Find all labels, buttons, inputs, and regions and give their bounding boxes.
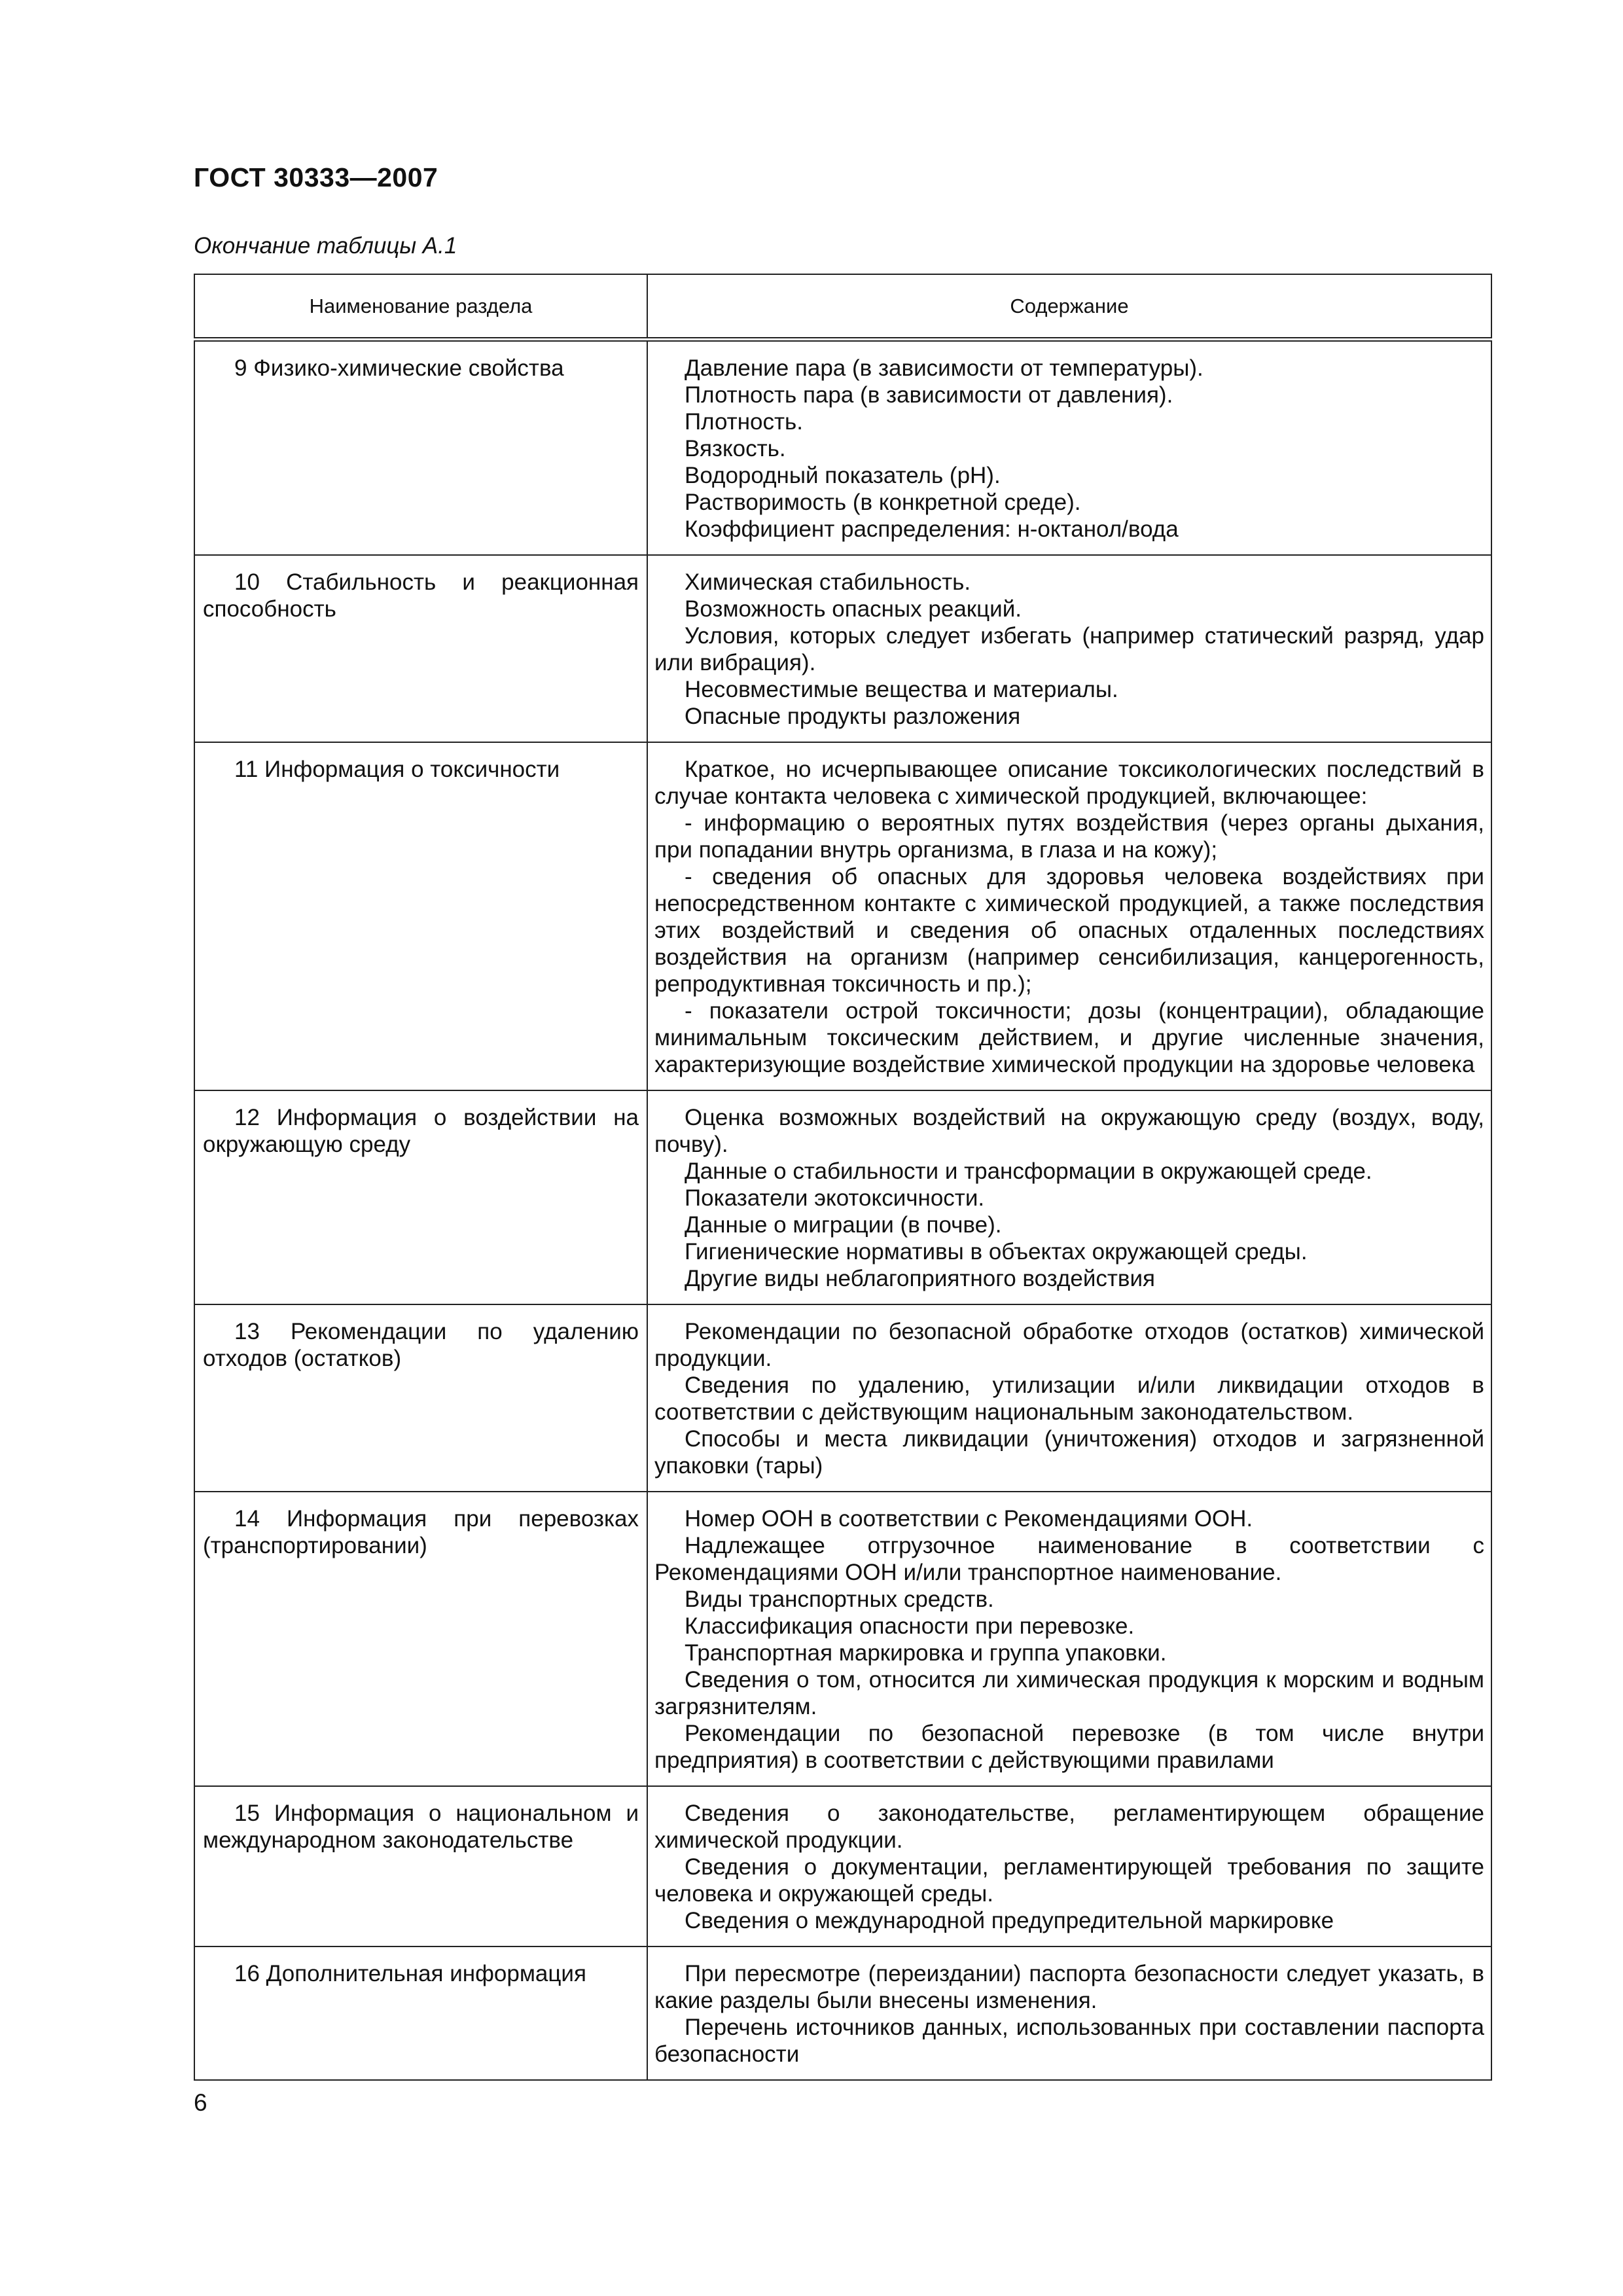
content-paragraph: Несовместимые вещества и материалы. [685,677,1118,702]
content-paragraph: Коэффициент распределения: н-октанол/вода [685,516,1179,542]
content-paragraph: Рекомендации по безопасной обработке отходов (остатков) химической продукции. [654,1319,1484,1371]
header-content: Содержание [647,274,1491,340]
section-name-cell [194,742,647,1090]
section-name: 13 Рекомендации по удалению отходов (остатков) [203,1319,639,1371]
section-content-cell [647,1946,1491,2080]
section-name-cell [194,340,647,556]
section-name-cell [194,1090,647,1304]
content-paragraph: Давление пара (в зависимости от температуры). [685,355,1204,381]
section-name: 15 Информация о национальном и международном законодательстве [203,1801,639,1853]
table-caption: Окончание таблицы А.1 [194,233,457,259]
content-paragraph: Рекомендации по безопасной перевозке (в том числе внутри предприятия) в соответствии с действующими правилами [654,1721,1484,1773]
content-paragraph: - информацию о вероятных путях воздействия (через органы дыхания, при попадании внутрь организма, в глаза и на кожу); [654,810,1484,863]
section-name-cell [194,555,647,742]
content-paragraph: Транспортная маркировка и группа упаковки. [685,1640,1167,1666]
table-row [194,555,1491,742]
content-paragraph: Данные о стабильности и трансформации в окружающей среде. [685,1158,1372,1184]
content-paragraph: - сведения об опасных для здоровья человека воздействиях при непосредственном контакте с химической продукцией, а также последствия этих воздействий и сведения об опасных отдаленных последствиях воздействия на организм (например сенсибилизация, канцерогенность, репродуктивная токсичность и пр.); [654,864,1484,997]
table-row [194,1946,1491,2080]
content-paragraph: Гигиенические нормативы в объектах окружающей среды. [685,1239,1308,1265]
section-name: 9 Физико-химические свойства [234,355,564,381]
section-name-cell [194,1786,647,1946]
content-paragraph: Виды транспортных средств. [685,1587,994,1612]
sds-sections-table [194,274,1492,2081]
content-paragraph: Способы и места ликвидации (уничтожения) отходов и загрязненной упаковки (тары) [654,1426,1484,1479]
section-content-cell [647,1304,1491,1492]
content-paragraph: Сведения о документации, регламентирующей требования по защите человека и окружающей среды. [654,1854,1484,1907]
section-name-cell [194,1946,647,2080]
document-code: ГОСТ 30333—2007 [194,162,438,192]
section-content-cell [647,1786,1491,1946]
content-paragraph: Надлежащее отгрузочное наименование в соответствии с Рекомендациями ООН и/или транспортное наименование. [654,1533,1484,1585]
section-name: 11 Информация о токсичности [234,757,560,782]
table-row [194,742,1491,1090]
content-paragraph: - показатели острой токсичности; дозы (концентрации), обладающие минимальным токсическим действием, и другие численные значения, характеризующие воздействие химической продукции на здоровье человека [654,998,1484,1077]
content-paragraph: Растворимость (в конкретной среде). [685,490,1081,515]
content-paragraph: Сведения о том, относится ли химическая продукция к морским и водным загрязнителям. [654,1667,1484,1719]
table-header-row [194,274,1491,340]
section-content-cell [647,555,1491,742]
section-name: 14 Информация при перевозках (транспортировании) [203,1506,639,1558]
section-content-cell [647,340,1491,556]
section-content-cell [647,742,1491,1090]
content-paragraph: Классификация опасности при перевозке. [685,1613,1135,1639]
content-paragraph: Краткое, но исчерпывающее описание токсикологических последствий в случае контакта человека с химической продукцией, включающее: [654,757,1484,809]
section-name-cell [194,1492,647,1786]
table-row [194,1786,1491,1946]
content-paragraph: Сведения о международной предупредительной маркировке [685,1908,1334,1933]
content-paragraph: Перечень источников данных, использованных при составлении паспорта безопасности [654,2015,1484,2067]
content-paragraph: Вязкость. [685,436,786,461]
content-paragraph: Сведения о законодательстве, регламентирующем обращение химической продукции. [654,1801,1484,1853]
content-paragraph: Опасные продукты разложения [685,704,1021,729]
content-paragraph: Номер ООН в соответствии с Рекомендациями ООН. [685,1506,1253,1532]
content-paragraph: Плотность. [685,409,803,435]
table-row [194,340,1491,556]
header-section-name: Наименование раздела [194,274,647,340]
content-paragraph: Показатели экотоксичности. [685,1185,985,1211]
content-paragraph: Другие виды неблагоприятного воздействия [685,1266,1156,1291]
content-paragraph: Оценка возможных воздействий на окружающую среду (воздух, воду, почву). [654,1105,1484,1157]
page-number: 6 [194,2089,207,2116]
content-paragraph: При пересмотре (переиздании) паспорта безопасности следует указать, в какие разделы были внесены изменения. [654,1961,1484,2013]
section-content-cell [647,1492,1491,1786]
table-row [194,1090,1491,1304]
section-name: 16 Дополнительная информация [234,1961,586,1986]
section-content-cell [647,1090,1491,1304]
content-paragraph: Химическая стабильность. [685,569,971,595]
table-row [194,1492,1491,1786]
content-paragraph: Водородный показатель (pH). [685,463,1001,488]
content-paragraph: Условия, которых следует избегать (например статический разряд, удар или вибрация). [654,623,1484,675]
section-name: 10 Стабильность и реакционная способность [203,569,639,622]
section-name: 12 Информация о воздействии на окружающую среду [203,1105,639,1157]
content-paragraph: Плотность пара (в зависимости от давления). [685,382,1173,408]
table-row [194,1304,1491,1492]
section-name-cell [194,1304,647,1492]
content-paragraph: Возможность опасных реакций. [685,596,1022,622]
content-paragraph: Сведения по удалению, утилизации и/или ликвидации отходов в соответствии с действующим национальным законодательством. [654,1372,1484,1425]
content-paragraph: Данные о миграции (в почве). [685,1212,1002,1238]
